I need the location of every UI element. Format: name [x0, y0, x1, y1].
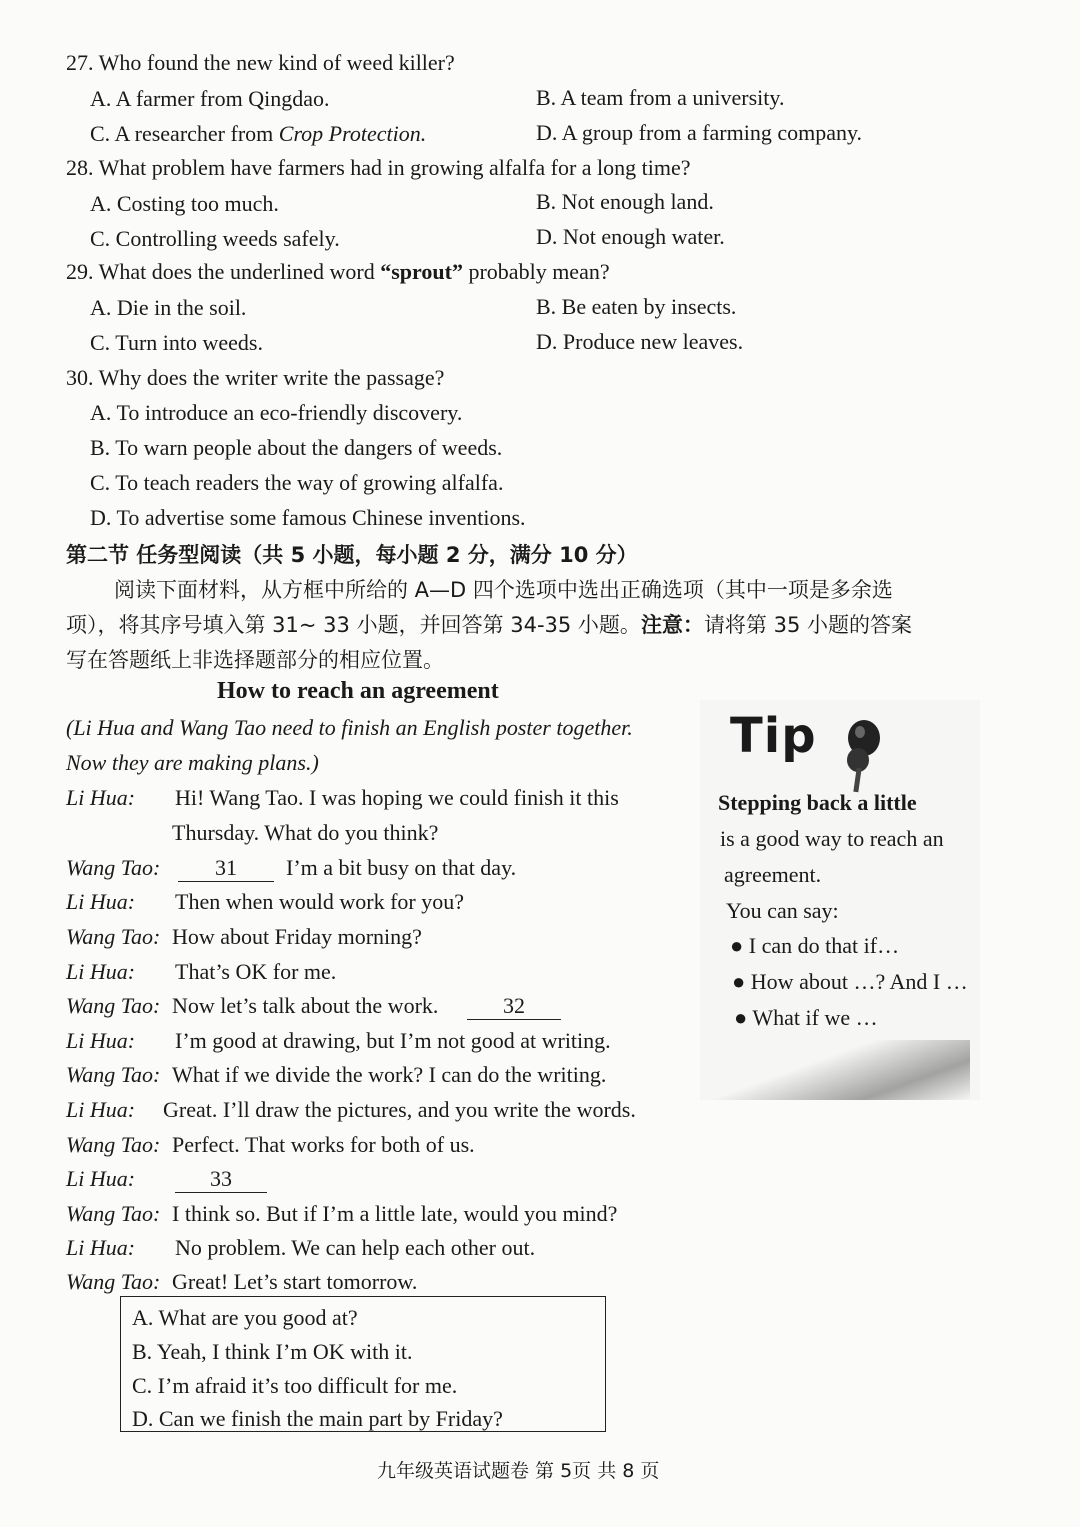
question-28-option-c: C. Controlling weeds safely. [90, 226, 340, 251]
dialogue-speaker: Wang Tao: [66, 855, 161, 880]
question-29-option-b: B. Be eaten by insects. [536, 294, 737, 319]
section-2-instruction-line-3: 写在答题纸上非选择题部分的相应位置。 [66, 648, 444, 672]
dialogue-line: I think so. But if I’m a little late, would you mind? [172, 1201, 618, 1226]
question-27-option-c [90, 121, 426, 147]
dialogue-speaker: Wang Tao: [66, 1201, 161, 1226]
section-2-instruction-2c: 请将第 35 小题的答案 [703, 613, 913, 637]
question-30-stem: 30. Why does the writer write the passage? [66, 365, 445, 390]
tip-bullet-text: I can do that if… [748, 933, 900, 958]
dialogue-speaker: Li Hua: [66, 889, 136, 914]
question-28-option-b: B. Not enough land. [536, 189, 714, 214]
box-option-c: C. I’m afraid it’s too difficult for me. [132, 1373, 458, 1398]
tip-bullet-text: What if we … [752, 1005, 878, 1030]
tip-title: Tip [730, 708, 817, 764]
passage-intro-line-1: (Li Hua and Wang Tao need to finish an English poster together. [66, 715, 633, 740]
bullet-icon: ● [730, 933, 749, 958]
answer-blank-33 [175, 1166, 267, 1193]
tip-bullet-1 [730, 933, 899, 959]
dialogue-line: Now let’s talk about the work. [172, 993, 439, 1018]
dialogue-line: That’s OK for me. [175, 959, 337, 984]
dialogue-speaker: Li Hua: [66, 1166, 136, 1191]
dialogue-speaker: Li Hua: [66, 785, 136, 810]
blank-number: 32 [467, 993, 561, 1020]
dialogue-speaker: Wang Tao: [66, 993, 161, 1018]
dialogue-line: Perfect. That works for both of us. [172, 1132, 475, 1157]
dialogue-speaker: Wang Tao: [66, 1132, 161, 1157]
dialogue-line: What if we divide the work? I can do the writing. [172, 1062, 607, 1087]
question-30-option-b: B. To warn people about the dangers of weeds. [90, 435, 503, 460]
dialogue-speaker: Wang Tao: [66, 1062, 161, 1087]
pushpin-icon [836, 716, 886, 796]
blank-number: 31 [178, 855, 274, 882]
dialogue-line: Great. I’ll draw the pictures, and you write the words. [163, 1097, 636, 1122]
bullet-icon: ● [732, 969, 751, 994]
question-30-option-d: D. To advertise some famous Chinese inventions. [90, 505, 526, 530]
question-29-stem-pre: 29. What does the underlined word [66, 259, 381, 284]
section-2-instruction-line-1: 阅读下面材料，从方框中所给的 A—D 四个选项中选出正确选项（其中一项是多余选 [114, 578, 893, 602]
question-28-stem: 28. What problem have farmers had in growing alfalfa for a long time? [66, 155, 691, 180]
question-27-option-d: D. A group from a farming company. [536, 120, 863, 145]
tip-bullet-text: How about …? And I … [750, 969, 968, 994]
tip-line-2: is a good way to reach an [720, 826, 944, 851]
passage-intro-line-2: Now they are making plans.) [66, 750, 319, 775]
question-29-option-a: A. Die in the soil. [90, 295, 247, 320]
section-2-instruction-2a: 项），将其序号填入第 31~ 33 小题，并回答第 34-35 小题。 [66, 613, 641, 637]
page-footer: 九年级英语试题卷 第 5页 共 8 页 [377, 1460, 660, 1482]
dialogue-line: Then when would work for you? [175, 889, 464, 914]
section-2-heading: 第二节 任务型阅读（共 5 小题，每小题 2 分，满分 10 分） [66, 543, 638, 567]
question-27-stem: 27. Who found the new kind of weed killer? [66, 50, 455, 75]
question-29-stem [66, 259, 610, 285]
tip-line-4: You can say: [726, 898, 839, 923]
box-option-b: B. Yeah, I think I’m OK with it. [132, 1339, 413, 1364]
dialogue-line: Thursday. What do you think? [172, 820, 439, 845]
answer-blank-31 [178, 855, 274, 882]
tip-bullet-3 [734, 1005, 878, 1031]
bullet-icon: ● [734, 1005, 753, 1030]
question-28-option-a: A. Costing too much. [90, 191, 279, 216]
answer-blank-32 [467, 993, 561, 1020]
question-28-option-d: D. Not enough water. [536, 224, 725, 249]
question-30-option-a: A. To introduce an eco-friendly discovery. [90, 400, 463, 425]
dialogue-speaker: Li Hua: [66, 1235, 136, 1260]
tip-line-1: Stepping back a little [718, 790, 917, 815]
dialogue-speaker: Wang Tao: [66, 924, 161, 949]
dialogue-line: Great! Let’s start tomorrow. [172, 1269, 418, 1294]
tip-card-curl-shadow [700, 1040, 970, 1100]
question-27-option-a: A. A farmer from Qingdao. [90, 86, 330, 111]
box-option-a: A. What are you good at? [132, 1305, 358, 1330]
question-30-option-c: C. To teach readers the way of growing alfalfa. [90, 470, 504, 495]
dialogue-speaker: Li Hua: [66, 959, 136, 984]
dialogue-line: Hi! Wang Tao. I was hoping we could finish it this [175, 785, 619, 810]
section-2-instruction-line-2 [66, 609, 912, 639]
tip-line-3: agreement. [724, 862, 822, 887]
dialogue-line: I’m good at drawing, but I’m not good at writing. [175, 1028, 611, 1053]
question-29-option-c: C. Turn into weeds. [90, 330, 263, 355]
question-29-stem-word: “sprout” [380, 259, 463, 284]
question-27-option-c-italic: Crop Protection. [278, 121, 427, 146]
dialogue-speaker: Wang Tao: [66, 1269, 161, 1294]
question-29-stem-post: probably mean? [462, 259, 610, 284]
box-option-d: D. Can we finish the main part by Friday? [132, 1406, 503, 1431]
dialogue-line: No problem. We can help each other out. [175, 1235, 536, 1260]
section-2-instruction-note: 注意： [640, 613, 704, 637]
tip-bullet-2 [732, 969, 968, 995]
dialogue-speaker: Li Hua: [66, 1097, 136, 1122]
passage-title: How to reach an agreement [217, 678, 499, 704]
blank-number: 33 [175, 1166, 267, 1193]
question-27-option-b: B. A team from a university. [536, 85, 785, 110]
dialogue-line: How about Friday morning? [172, 924, 422, 949]
question-29-option-d: D. Produce new leaves. [536, 329, 744, 354]
dialogue-line: I’m a bit busy on that day. [286, 855, 517, 880]
question-27-option-c-text: C. A researcher from [90, 121, 279, 146]
dialogue-speaker: Li Hua: [66, 1028, 136, 1053]
